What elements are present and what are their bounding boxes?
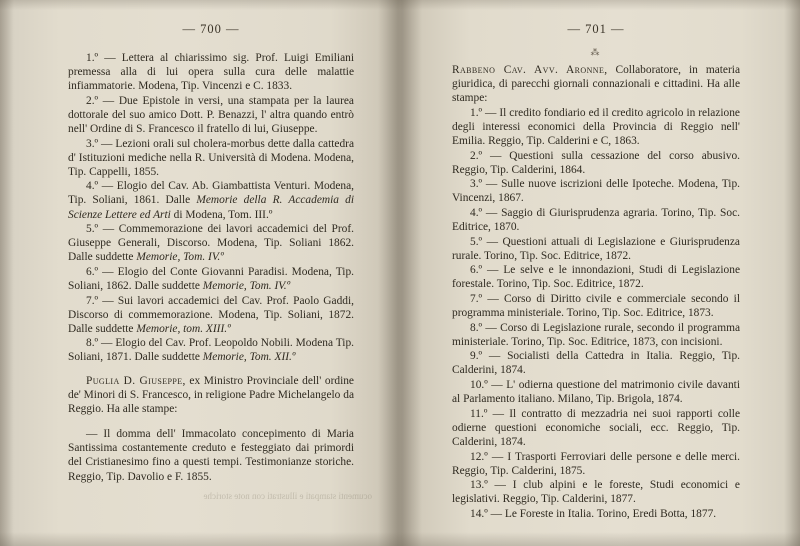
bibliography-entry: 8.º — Corso di Legislazione rurale, secondo il programma ministeriale. Torino, Tip. Soc. Editrice, 1873, con incisioni. bbox=[452, 321, 740, 348]
bibliography-entry: 12.º — I Trasporti Ferroviari delle persone e delle merci. Reggio, Tip. Calderini, 1875. bbox=[452, 450, 740, 477]
bibliography-entry: 13.º — I club alpini e le foreste, Studi economici e legislativi. Reggio, Tip. Calderini, 1877. bbox=[452, 479, 740, 506]
bibliography-entry: 4.º — Elogio del Cav. Ab. Giambattista Venturi. Modena, Tip. Soliani, 1861. Dalle Memorie della R. Accademia di Scienze Lettere ed Arti di Modena, Tom. III.º bbox=[68, 180, 354, 221]
author-name: Rabbeno Cav. Avv. Aronne, bbox=[452, 64, 608, 76]
bibliography-entry: 7.º — Sui lavori accademici del Cav. Prof. Paolo Gaddi, Discorso di commemorazione. Modena, Tip. Soliani, 1872. Dalle suddette Memorie, tom. XIII.º bbox=[68, 294, 354, 335]
author-headword-block bbox=[452, 63, 740, 105]
author-name: Puglia D. Giuseppe, bbox=[86, 374, 186, 387]
ornament-icon: ⁂ bbox=[590, 47, 602, 57]
left-column-text bbox=[68, 51, 354, 484]
bibliography-entry: 1.º — Il credito fondiario ed il credito agricolo in relazione degli interessi economici della Provincia di Reggio nell' Emilia. Reggio, Tip. Calderini e C, 1863. bbox=[452, 106, 740, 147]
bibliography-entry: 4.º — Saggio di Giurisprudenza agraria. Torino, Tip. Soc. Editrice, 1870. bbox=[452, 206, 740, 234]
page-number-left: — 700 — bbox=[182, 22, 240, 36]
page-left bbox=[0, 0, 398, 546]
bibliography-entry: 9.º — Socialisti della Cattedra in Italia. Reggio, Tip. Calderini, 1874. bbox=[452, 350, 740, 377]
author-headword-block bbox=[68, 374, 354, 416]
bibliography-entry: — Il domma dell' Immacolato concepimento di Maria Santissima costantemente creduto e festeggiato dai primordi del Cristianesimo fino a questi tempi. Testimonianze storiche. Reggio, Tip. Davolio e F. 1855. bbox=[68, 428, 354, 483]
bibliography-entry: 5.º — Questioni attuali di Legislazione e Giurisprudenza rurale. Torino, Tip. Soc. Editrice, 1872. bbox=[452, 235, 740, 262]
page-right bbox=[402, 0, 800, 546]
page-number-right: — 701 — bbox=[567, 22, 625, 36]
bibliography-entry: 6.º — Elogio del Conte Giovanni Paradisi. Modena, Tip. Soliani, 1862. Dalle suddette Memorie, Tom. IV.º bbox=[68, 265, 354, 292]
bibliography-entry: 10.º — L' odierna questione del matrimonio civile davanti al Parlamento italiano. Milano, Tip. Brigola, 1874. bbox=[452, 379, 740, 406]
bibliography-entry: 2.º — Due Epistole in versi, una stampata per la laurea dottorale del suo amico Dott. P. Benazzi, l' altra quando entrò nell' Ordine di S. Francesco il fratello di lui, Giuseppe. bbox=[68, 94, 354, 135]
bibliography-entry: 11.º — Il contratto di mezzadria nei suoi rapporti colle odierne questioni economiche sociali, ecc. Reggio, Tip. Calderini, 1874. bbox=[452, 407, 740, 448]
bibliography-entry: 14.º — Le Foreste in Italia. Torino, Eredi Botta, 1877. bbox=[470, 507, 717, 520]
bibliography-entry: 8.º — Elogio del Cav. Prof. Leopoldo Nobili. Modena Tip. Soliani, 1871. Dalle suddette Memorie, Tom. XII.º bbox=[68, 337, 354, 364]
bibliography-entry: 2.º — Questioni sulla cessazione del corso abusivo. Reggio, Tip. Calderini, 1864. bbox=[452, 149, 740, 176]
bibliography-entry: 3.º — Sulle nuove iscrizioni delle Ipoteche. Modena, Tip. Vincenzi, 1867. bbox=[452, 178, 740, 205]
bibliography-entry: 6.º — Le selve e le innondazioni, Studi di Legislazione forestale. Torino, Tip. Soc. Editrice, 1872. bbox=[452, 264, 740, 291]
bibliography-entry: 7.º — Corso di Diritto civile e commerciale secondo il programma ministeriale. Torino, Tip. Soc. Editrice, 1873. bbox=[452, 293, 740, 320]
bibliography-entry: 3.º — Lezioni orali sul cholera-morbus dette dalla cattedra d' Istituzioni mediche nella R. Università di Modena. Modena, Tip. Cappelli, 1855. bbox=[68, 137, 354, 178]
bibliography-entry: 5.º — Commemorazione dei lavori accademici del Prof. Giuseppe Generali, Discorso. Modena, Tip. Soliani 1862. Dalle suddette Memorie, Tom. IV.º bbox=[68, 223, 354, 264]
bleed-through-text: ocumenti stampati e illustrati con note storiche bbox=[203, 491, 372, 501]
bibliography-entry: 1.º — Lettera al chiarissimo sig. Prof. Luigi Emiliani premessa alla di lui opera sulla cura delle malattie infiammatorie. Modena, Tip. Vincenzi e C. 1833. bbox=[68, 52, 354, 93]
author-description: Collaboratore, in materia giuridica, di parecchi giornali connazionali e cittadini. Ha alle stampe: bbox=[452, 64, 740, 105]
right-column-text bbox=[452, 63, 740, 521]
author-description: ex Ministro Provinciale dell' ordine de' Minori di S. Francesco, in religione Padre Michelangelo da Reggio. Ha alle stampe: bbox=[68, 374, 354, 415]
